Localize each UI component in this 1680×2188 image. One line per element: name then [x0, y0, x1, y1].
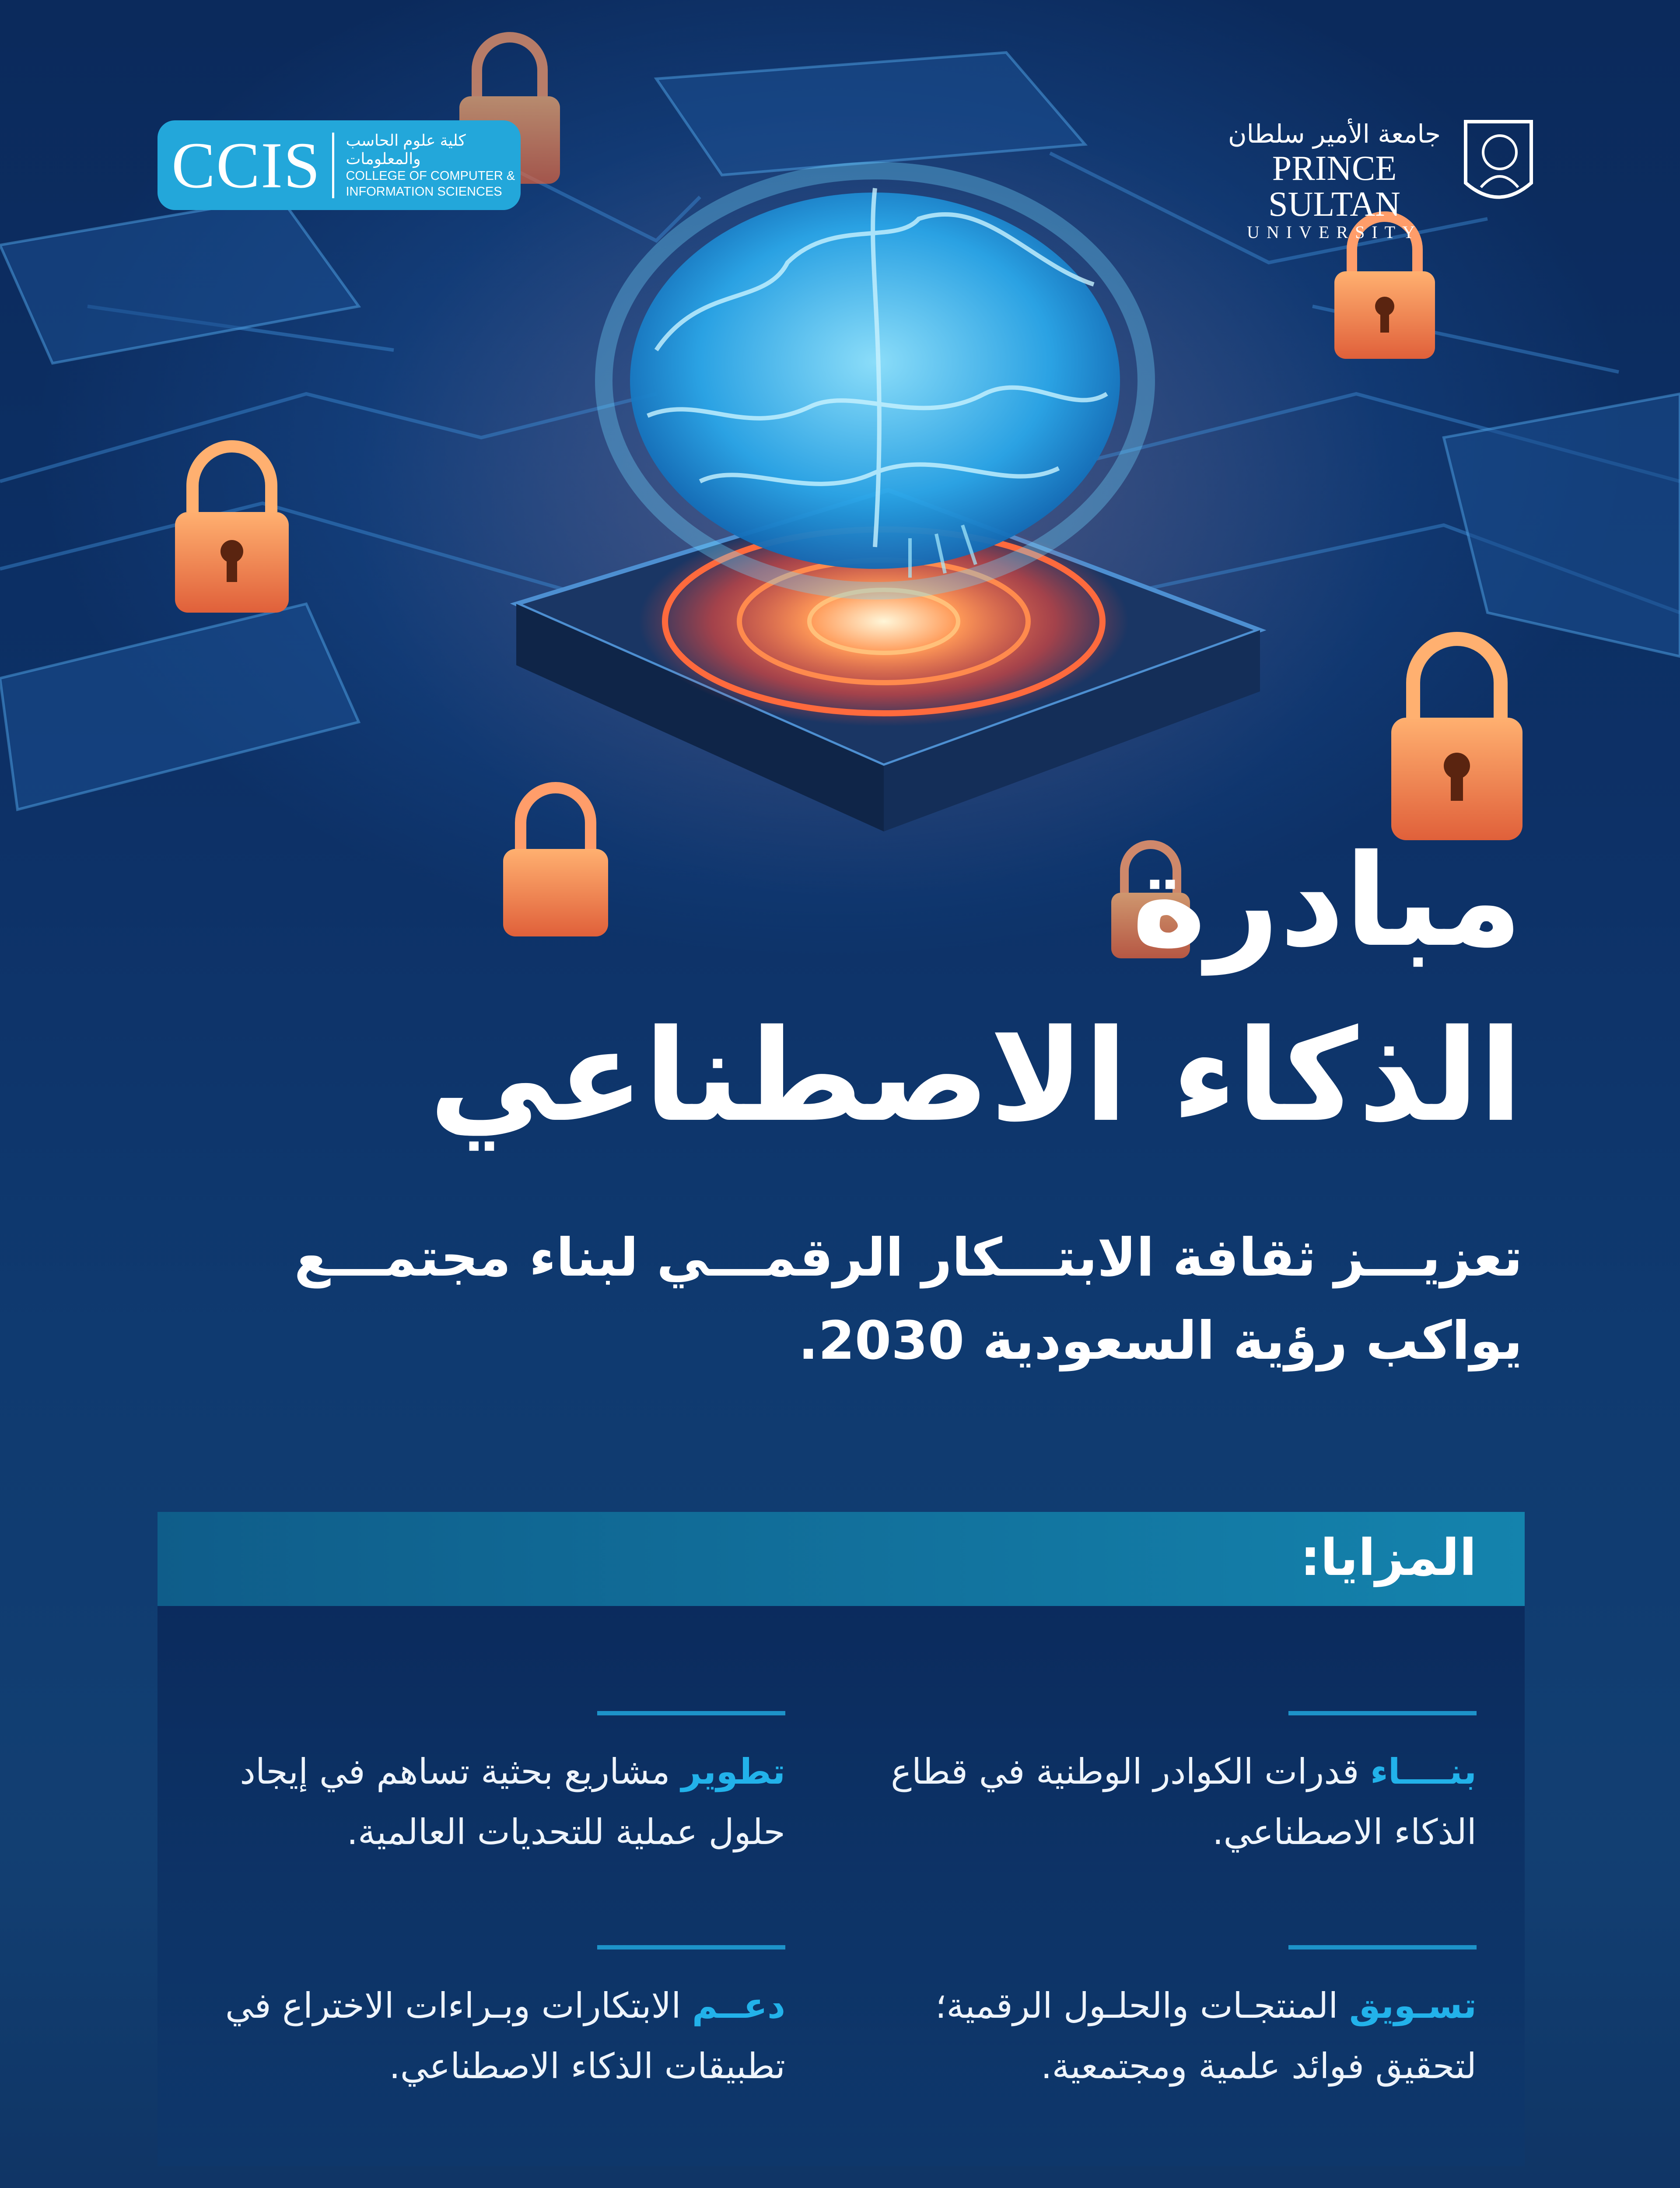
feature-keyword: تسـويق — [1349, 1985, 1477, 2026]
ccis-logo — [158, 120, 521, 210]
feature-item — [199, 1742, 785, 1862]
feature-keyword: تطوير — [681, 1751, 785, 1792]
ccis-logo-english-1: COLLEGE OF COMPUTER & — [346, 168, 515, 183]
feature-divider — [1288, 1945, 1477, 1950]
psu-logo — [1221, 117, 1536, 242]
feature-item — [890, 1742, 1477, 1862]
feature-text: مشاريع بحثية تساهم في إيجاد حلول عملية للتحديات العالمية. — [240, 1751, 785, 1852]
psu-logo-english: PRINCE SULTAN — [1268, 149, 1400, 224]
feature-keyword: دعــم — [692, 1985, 785, 2026]
page-title-line2: الذكاء الاصطناعي — [429, 1003, 1522, 1150]
page-title-line1: مبادرة — [1131, 828, 1522, 975]
feature-divider — [1288, 1711, 1477, 1715]
feature-item — [890, 1976, 1477, 2097]
psu-crest-icon — [1461, 117, 1536, 214]
psu-logo-arabic: جامعة الأمير سلطان — [1228, 119, 1441, 149]
feature-item — [199, 1976, 785, 2097]
psu-logo-university: UNIVERSITY — [1247, 222, 1422, 242]
page-subtitle: تعزيـــز ثقافة الابتـــكار الرقمـــي لبناء مجتمـــع يواكب رؤية السعودية 2030. — [294, 1227, 1522, 1371]
ccis-logo-abbr: CCIS — [158, 133, 334, 198]
features-heading-bar — [158, 1512, 1525, 1606]
features-heading: المزايا: — [1300, 1529, 1477, 1587]
feature-text: قدرات الكوادر الوطنية في قطاع الذكاء الاصطناعي. — [891, 1751, 1477, 1852]
feature-divider — [597, 1945, 785, 1950]
lock-icon — [175, 446, 289, 613]
ccis-logo-english-2: INFORMATION SCIENCES — [346, 184, 502, 199]
feature-divider — [597, 1711, 785, 1715]
feature-text: الابتكارات وبـراءات الاختراع في تطبيقات الذكاء الاصطناعي. — [225, 1985, 785, 2086]
feature-text: المنتجـات والحلـول الرقمية؛ لتحقيق فوائد علمية ومجتمعية. — [935, 1985, 1477, 2086]
feature-keyword: بنــــاء — [1370, 1751, 1477, 1792]
features-panel — [158, 1606, 1525, 2166]
ccis-logo-arabic: كلية علوم الحاسب والمعلومات — [346, 131, 466, 168]
